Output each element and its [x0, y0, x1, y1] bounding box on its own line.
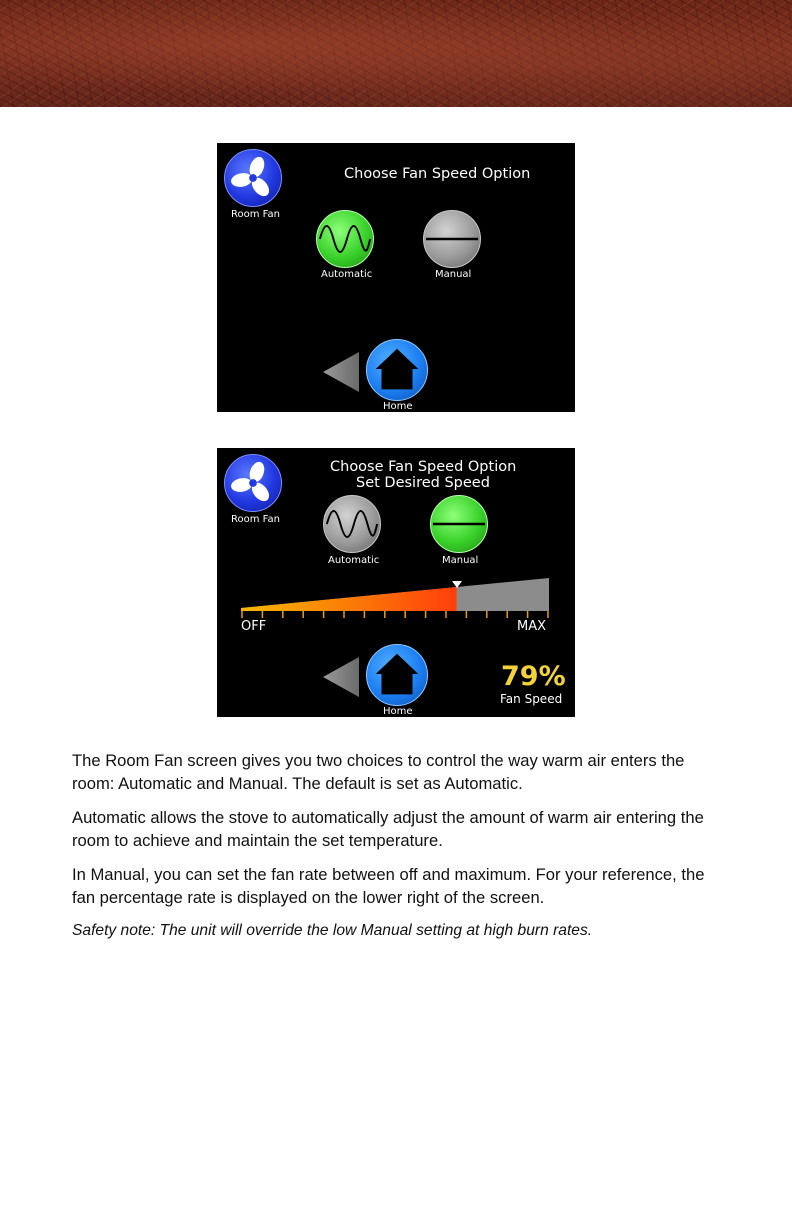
back-arrow-icon[interactable]	[323, 352, 359, 392]
paragraph-manual: In Manual, you can set the fan rate between off and maximum. For your reference, the fan percentage rate is displayed on the lower right of the screen.	[72, 865, 705, 907]
fan-speed-value: 79%	[501, 661, 566, 692]
slider-ticks	[242, 611, 548, 618]
screen-title: Choose Fan Speed Option	[330, 459, 517, 475]
safety-note: Safety note: The unit will override the low Manual setting at high burn rates.	[72, 922, 593, 939]
fan-option-screen-manual	[217, 448, 575, 717]
room-fan-label: Room Fan	[231, 209, 280, 220]
screen-title: Choose Fan Speed Option	[344, 166, 531, 182]
manual-label: Manual	[435, 269, 472, 280]
room-fan-button[interactable]	[224, 149, 282, 207]
triangle-pointer-icon[interactable]	[452, 581, 462, 588]
fan-icon	[225, 455, 281, 511]
slider-fill	[241, 578, 457, 612]
automatic-button[interactable]	[316, 210, 374, 268]
paragraph-automatic: Automatic allows the stove to automatically adjust the amount of warm air entering the room to achieve and maintain the set temperature.	[72, 808, 704, 850]
home-button[interactable]	[366, 644, 428, 706]
house-icon	[367, 340, 427, 400]
manual-button[interactable]	[423, 210, 481, 268]
automatic-button[interactable]	[323, 495, 381, 553]
back-arrow-icon[interactable]	[323, 657, 359, 697]
house-icon	[367, 645, 427, 705]
fan-speed-slider[interactable]	[241, 578, 551, 620]
room-fan-button[interactable]	[224, 454, 282, 512]
dash-icon	[431, 496, 487, 552]
fan-option-screen-automatic	[217, 143, 575, 412]
automatic-label: Automatic	[321, 269, 373, 280]
slider-min-label: OFF	[241, 619, 267, 634]
leather-banner	[0, 0, 792, 107]
paragraph-room-fan-choices: The Room Fan screen gives you two choices to control the way warm air enters the room: Automatic and Manual. The default is set as Automatic.	[72, 751, 685, 793]
manual-label: Manual	[442, 555, 479, 566]
description-text	[72, 749, 724, 942]
manual-button[interactable]	[430, 495, 488, 553]
fan-speed-label: Fan Speed	[500, 692, 563, 706]
screen-subtitle: Set Desired Speed	[356, 475, 490, 491]
dash-icon	[424, 211, 480, 267]
home-button[interactable]	[366, 339, 428, 401]
wave-icon	[317, 211, 373, 267]
wave-icon	[324, 496, 380, 552]
home-label: Home	[383, 401, 413, 412]
home-label: Home	[383, 706, 413, 717]
slider-max-label: MAX	[517, 619, 547, 634]
automatic-label: Automatic	[328, 555, 380, 566]
fan-icon	[225, 150, 281, 206]
room-fan-label: Room Fan	[231, 514, 280, 525]
